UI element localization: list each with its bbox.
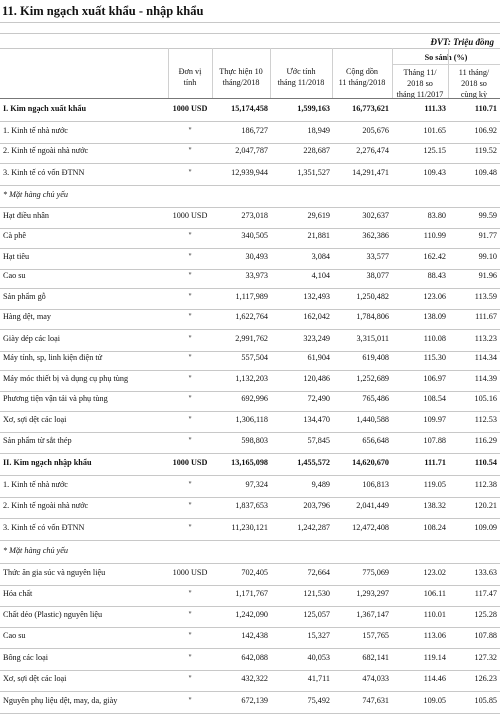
- table-cell-label: Hạt điều nhân: [3, 211, 49, 220]
- table-cell-v1: 557,504: [241, 353, 268, 362]
- table-cell-p1: 162.42: [423, 252, 446, 261]
- table-cell-unit: 1000 USD: [172, 104, 208, 113]
- table-cell-v2: 29,619: [307, 211, 330, 220]
- table-cell-v2: 120,486: [303, 374, 330, 383]
- table-cell-unit: ": [188, 696, 192, 705]
- row-divider: [0, 691, 500, 692]
- row-divider: [0, 48, 500, 49]
- table-cell-p1: 111.71: [424, 458, 446, 467]
- table-cell-v2: 228,687: [303, 146, 330, 155]
- row-divider: [0, 670, 500, 671]
- table-cell-p2: 111.67: [475, 312, 497, 321]
- table-cell-p2: 116.29: [474, 436, 497, 445]
- row-divider: [0, 432, 500, 433]
- table-cell-v2: 134,470: [303, 415, 330, 424]
- header-cmp1-line2: 2018 so: [407, 79, 433, 88]
- table-cell-v2: 1,242,287: [297, 523, 330, 532]
- row-divider: [0, 648, 500, 649]
- table-cell-p1: 115.30: [423, 353, 446, 362]
- table-cell-v1: 97,324: [245, 480, 268, 489]
- table-cell-v2: 203,796: [303, 501, 330, 510]
- row-divider: [0, 713, 500, 714]
- table-cell-v3: 1,293,297: [356, 589, 389, 598]
- table-cell-p2: 106.92: [474, 126, 497, 135]
- header-actual-line2: tháng/2018: [222, 78, 260, 87]
- table-cell-v3: 1,440,588: [356, 415, 389, 424]
- table-cell-v1: 13,165,098: [231, 458, 268, 467]
- table-cell-v3: 656,648: [362, 436, 389, 445]
- table-cell-v3: 1,367,147: [356, 610, 389, 619]
- column-divider: [332, 48, 333, 98]
- table-cell-label: Máy móc thiết bị và dụng cụ phụ tùng: [3, 374, 129, 383]
- column-divider: [212, 48, 213, 98]
- table-cell-p1: 123.02: [423, 568, 446, 577]
- table-cell-v1: 1,306,118: [235, 415, 268, 424]
- row-divider: [0, 163, 500, 164]
- compare-group-divider: [392, 64, 500, 65]
- table-cell-v2: 61,904: [307, 353, 330, 362]
- table-cell-unit: ": [188, 436, 192, 445]
- table-cell-v3: 765,486: [362, 394, 389, 403]
- table-cell-label: Cao su: [3, 271, 26, 280]
- table-cell-v3: 16,773,621: [352, 104, 389, 113]
- table-cell-label: Bông các loại: [3, 653, 49, 662]
- header-cumulative-line1: Cộng dồn: [345, 67, 379, 76]
- table-cell-label: * Mặt hàng chủ yếu: [3, 190, 69, 199]
- table-cell-v1: 1,132,203: [235, 374, 268, 383]
- table-cell-p1: 125.15: [423, 146, 446, 155]
- table-cell-label: Hóa chất: [3, 589, 33, 598]
- table-cell-unit: ": [188, 415, 192, 424]
- table-cell-v3: 12,472,408: [352, 523, 389, 532]
- table-cell-unit: 1000 USD: [172, 211, 208, 220]
- table-cell-v2: 162,042: [303, 312, 330, 321]
- header-estimate: [270, 66, 332, 88]
- header-unit: [168, 66, 212, 88]
- table-cell-v3: 302,637: [362, 211, 389, 220]
- table-cell-p2: 109.48: [474, 168, 497, 177]
- table-cell-v1: 2,991,762: [235, 334, 268, 343]
- table-cell-v3: 2,041,449: [356, 501, 389, 510]
- table-cell-p2: 105.85: [474, 696, 497, 705]
- unit-note: ĐVT: Triệu đồng: [430, 37, 494, 47]
- row-divider: [0, 269, 500, 270]
- table-cell-v2: 72,490: [307, 394, 330, 403]
- table-cell-unit: 1000 USD: [172, 568, 208, 577]
- table-cell-p1: 88.43: [427, 271, 446, 280]
- table-cell-v3: 1,252,689: [356, 374, 389, 383]
- row-divider: [0, 453, 500, 454]
- table-cell-p1: 110.08: [423, 334, 446, 343]
- table-cell-p2: 99.59: [478, 211, 497, 220]
- table-cell-p2: 125.28: [474, 610, 497, 619]
- row-divider: [0, 248, 500, 249]
- header-actual-line1: Thực hiện 10: [219, 67, 263, 76]
- table-cell-v2: 3,084: [311, 252, 330, 261]
- table-cell-label: Phương tiện vận tải và phụ tùng: [3, 394, 108, 403]
- table-cell-unit: ": [188, 146, 192, 155]
- table-cell-p2: 133.63: [474, 568, 497, 577]
- page-title: 11. Kim ngạch xuất khẩu - nhập khẩu: [2, 4, 204, 18]
- header-cmp1-line3: tháng 11/2017: [396, 90, 444, 99]
- table-cell-p2: 110.54: [474, 458, 497, 467]
- header-cmp1: [392, 67, 448, 100]
- table-cell-v3: 14,291,471: [352, 168, 389, 177]
- header-estimate-line1: Ước tính: [286, 67, 316, 76]
- table-cell-p2: 113.23: [474, 334, 497, 343]
- header-cumulative: [332, 66, 392, 88]
- table-cell-v1: 30,493: [245, 252, 268, 261]
- table-cell-v3: 106,813: [362, 480, 389, 489]
- table-cell-label: Cao su: [3, 631, 26, 640]
- table-cell-p1: 109.97: [423, 415, 446, 424]
- row-divider: [0, 627, 500, 628]
- row-divider: [0, 121, 500, 122]
- table-cell-p1: 111.33: [424, 104, 446, 113]
- table-cell-unit: ": [188, 168, 192, 177]
- table-cell-p2: 112.38: [474, 480, 497, 489]
- table-cell-unit: ": [188, 231, 192, 240]
- table-cell-label: 2. Kinh tế ngoài nhà nước: [3, 146, 89, 155]
- table-cell-p2: 120.21: [474, 501, 497, 510]
- table-cell-unit: 1000 USD: [172, 458, 208, 467]
- row-divider: [0, 540, 500, 541]
- table-cell-unit: ": [188, 610, 192, 619]
- table-cell-p1: 108.54: [423, 394, 446, 403]
- table-cell-unit: ": [188, 631, 192, 640]
- table-cell-label: Sản phẩm từ sắt thép: [3, 436, 72, 445]
- row-divider: [0, 391, 500, 392]
- table-cell-label: Hàng dệt, may: [3, 312, 51, 321]
- table-cell-unit: ": [188, 252, 192, 261]
- table-cell-v3: 1,784,806: [356, 312, 389, 321]
- table-cell-unit: ": [188, 126, 192, 135]
- table-cell-v3: 619,408: [362, 353, 389, 362]
- table-cell-v3: 205,676: [362, 126, 389, 135]
- table-cell-p1: 114.46: [423, 674, 446, 683]
- table-cell-p2: 91.77: [478, 231, 497, 240]
- column-divider: [168, 48, 169, 98]
- table-cell-unit: ": [188, 674, 192, 683]
- row-divider: [0, 207, 500, 208]
- table-cell-v1: 142,438: [241, 631, 268, 640]
- row-divider: [0, 288, 500, 289]
- table-cell-v2: 121,530: [303, 589, 330, 598]
- row-divider: [0, 143, 500, 144]
- table-cell-v3: 474,033: [362, 674, 389, 683]
- header-cmp2: [448, 67, 500, 100]
- table-cell-v3: 38,077: [366, 271, 389, 280]
- table-cell-v3: 33,577: [366, 252, 389, 261]
- table-cell-unit: ": [188, 271, 192, 280]
- table-cell-p1: 113.06: [423, 631, 446, 640]
- table-cell-p1: 119.05: [423, 480, 446, 489]
- header-cmp2-line1: 11 tháng/: [458, 68, 490, 77]
- table-cell-p1: 123.06: [423, 292, 446, 301]
- table-cell-v2: 9,489: [311, 480, 330, 489]
- header-unit-line1: Đơn vị: [178, 67, 202, 76]
- table-cell-p1: 107.88: [423, 436, 446, 445]
- table-cell-v2: 57,845: [307, 436, 330, 445]
- row-divider: [0, 497, 500, 498]
- table-cell-unit: ": [188, 589, 192, 598]
- table-cell-p1: 110.01: [423, 610, 446, 619]
- table-cell-p2: 99.10: [478, 252, 497, 261]
- table-cell-v1: 2,047,787: [235, 146, 268, 155]
- table-cell-v3: 2,276,474: [356, 146, 389, 155]
- row-divider: [0, 309, 500, 310]
- table-cell-unit: ": [188, 334, 192, 343]
- table-cell-p1: 101.65: [423, 126, 446, 135]
- table-cell-unit: ": [188, 292, 192, 301]
- table-cell-label: 2. Kinh tế ngoài nhà nước: [3, 501, 89, 510]
- table-cell-v2: 1,351,527: [297, 168, 330, 177]
- table-cell-v2: 125,057: [303, 610, 330, 619]
- table-cell-p2: 109.09: [474, 523, 497, 532]
- table-cell-unit: ": [188, 523, 192, 532]
- table-cell-p1: 106.11: [423, 589, 446, 598]
- table-cell-label: Cà phê: [3, 231, 26, 240]
- table-cell-v2: 1,455,572: [297, 458, 330, 467]
- row-divider: [0, 98, 500, 99]
- table-cell-v2: 75,492: [307, 696, 330, 705]
- table-cell-p2: 113.59: [474, 292, 497, 301]
- table-cell-p1: 109.05: [423, 696, 446, 705]
- table-cell-label: Thức ăn gia súc và nguyên liệu: [3, 568, 106, 577]
- column-divider: [448, 48, 449, 98]
- table-cell-p2: 117.47: [474, 589, 497, 598]
- table-cell-label: 1. Kinh tế nhà nước: [3, 480, 68, 489]
- table-cell-label: I. Kim ngạch xuất khẩu: [3, 104, 87, 113]
- header-cmp2-line3: cùng kỳ: [460, 90, 488, 99]
- row-divider: [0, 518, 500, 519]
- row-divider: [0, 475, 500, 476]
- table-cell-label: Sản phẩm gỗ: [3, 292, 46, 301]
- table-cell-p2: 112.53: [474, 415, 497, 424]
- table-cell-label: 3. Kinh tế có vốn ĐTNN: [3, 168, 85, 177]
- table-cell-p2: 126.23: [474, 674, 497, 683]
- table-cell-p1: 138.32: [423, 501, 446, 510]
- table-cell-unit: ": [188, 480, 192, 489]
- table-cell-label: Máy tính, sp, linh kiện điện tử: [3, 353, 103, 362]
- table-cell-p1: 119.14: [423, 653, 446, 662]
- table-cell-p1: 106.97: [423, 374, 446, 383]
- table-cell-v3: 682,141: [362, 653, 389, 662]
- table-cell-v1: 33,973: [245, 271, 268, 280]
- table-cell-p2: 114.34: [474, 353, 497, 362]
- row-divider: [0, 585, 500, 586]
- table-cell-v1: 1,171,767: [235, 589, 268, 598]
- table-cell-v1: 1,242,090: [235, 610, 268, 619]
- column-divider: [270, 48, 271, 98]
- row-divider: [0, 33, 500, 34]
- table-cell-p2: 119.52: [474, 146, 497, 155]
- table-cell-v2: 323,249: [303, 334, 330, 343]
- table-cell-p2: 127.32: [474, 653, 497, 662]
- header-cumulative-line2: 11 tháng/2018: [338, 78, 386, 87]
- table-cell-v1: 1,117,989: [235, 292, 268, 301]
- table-cell-unit: ": [188, 501, 192, 510]
- row-divider: [0, 563, 500, 564]
- row-divider: [0, 606, 500, 607]
- table-cell-unit: ": [188, 653, 192, 662]
- table-cell-unit: ": [188, 394, 192, 403]
- table-cell-p2: 107.88: [474, 631, 497, 640]
- table-cell-p1: 83.80: [427, 211, 446, 220]
- table-cell-v1: 273,018: [241, 211, 268, 220]
- table-cell-v3: 362,386: [362, 231, 389, 240]
- table-cell-unit: ": [188, 312, 192, 321]
- table-cell-v1: 15,174,458: [231, 104, 268, 113]
- table-cell-v1: 11,230,121: [231, 523, 268, 532]
- table-cell-label: 3. Kinh tế có vốn ĐTNN: [3, 523, 85, 532]
- header-compare-group: So sánh (%): [424, 53, 468, 62]
- table-cell-v2: 72,664: [307, 568, 330, 577]
- row-divider: [0, 370, 500, 371]
- table-cell-v3: 3,315,011: [356, 334, 389, 343]
- table-cell-label: Nguyên phụ liệu dệt, may, da, giày: [3, 696, 118, 705]
- table-cell-p1: 138.09: [423, 312, 446, 321]
- table-cell-p1: 110.99: [423, 231, 446, 240]
- table-cell-v2: 15,327: [307, 631, 330, 640]
- table-cell-v2: 132,493: [303, 292, 330, 301]
- table-cell-label: Xơ, sợi dệt các loại: [3, 674, 67, 683]
- table-cell-v3: 747,631: [362, 696, 389, 705]
- table-cell-label: II. Kim ngạch nhập khẩu: [3, 458, 92, 467]
- table-cell-v3: 1,250,482: [356, 292, 389, 301]
- row-divider: [0, 411, 500, 412]
- table-cell-v3: 775,069: [362, 568, 389, 577]
- row-divider: [0, 22, 500, 23]
- table-cell-p2: 91.96: [478, 271, 497, 280]
- row-divider: [0, 185, 500, 186]
- table-cell-v2: 1,599,163: [297, 104, 330, 113]
- table-cell-label: Giày dép các loại: [3, 334, 61, 343]
- header-actual: [212, 66, 270, 88]
- table-cell-v1: 642,088: [241, 653, 268, 662]
- table-cell-v1: 702,405: [241, 568, 268, 577]
- header-cmp1-line1: Tháng 11/: [403, 68, 437, 77]
- column-divider: [392, 48, 393, 98]
- table-cell-unit: ": [188, 353, 192, 362]
- table-cell-v2: 18,949: [307, 126, 330, 135]
- table-cell-v3: 157,765: [362, 631, 389, 640]
- header-cmp2-line2: 2018 so: [461, 79, 487, 88]
- table-cell-unit: ": [188, 374, 192, 383]
- table-cell-v1: 672,139: [241, 696, 268, 705]
- table-cell-v1: 1,837,653: [235, 501, 268, 510]
- table-cell-v1: 340,505: [241, 231, 268, 240]
- table-cell-v1: 432,322: [241, 674, 268, 683]
- table-cell-p2: 110.71: [474, 104, 497, 113]
- table-cell-v1: 692,996: [241, 394, 268, 403]
- table-cell-v1: 598,803: [241, 436, 268, 445]
- header-unit-line2: tính: [183, 78, 197, 87]
- row-divider: [0, 351, 500, 352]
- table-cell-p2: 105.16: [474, 394, 497, 403]
- table-cell-v1: 1,622,764: [235, 312, 268, 321]
- header-estimate-line2: tháng 11/2018: [277, 78, 325, 87]
- table-cell-v2: 21,881: [307, 231, 330, 240]
- row-divider: [0, 228, 500, 229]
- table-cell-label: * Mặt hàng chủ yếu: [3, 546, 69, 555]
- table-cell-v1: 12,939,944: [231, 168, 268, 177]
- table-cell-v3: 14,620,670: [352, 458, 389, 467]
- table-cell-v2: 40,053: [307, 653, 330, 662]
- table-cell-label: Xơ, sợi dệt các loại: [3, 415, 67, 424]
- table-cell-label: 1. Kinh tế nhà nước: [3, 126, 68, 135]
- table-cell-label: Chất dẻo (Plastic) nguyên liệu: [3, 610, 103, 619]
- table-cell-p1: 109.43: [423, 168, 446, 177]
- table-cell-p2: 114.39: [474, 374, 497, 383]
- table-cell-v1: 186,727: [241, 126, 268, 135]
- table-cell-v2: 41,711: [307, 674, 330, 683]
- table-cell-label: Hạt tiêu: [3, 252, 30, 261]
- table-cell-v2: 4,104: [311, 271, 330, 280]
- table-cell-p1: 108.24: [423, 523, 446, 532]
- row-divider: [0, 329, 500, 330]
